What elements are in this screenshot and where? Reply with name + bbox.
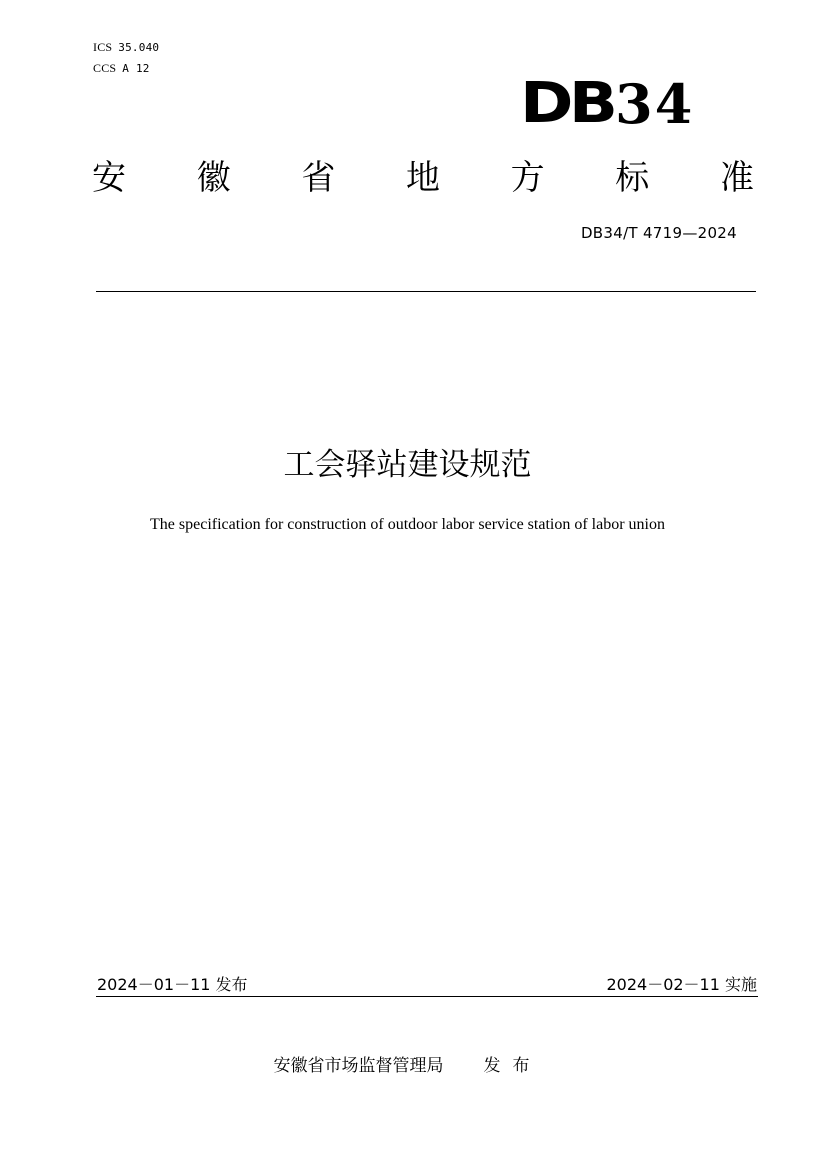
standard-type-char: 标 — [615, 158, 650, 198]
document-title-en: The specification for construction of outdoor labor service station of labor union — [150, 516, 665, 533]
ccs-value: A 12 — [122, 62, 150, 75]
implement-date: 2024－02－11 实施 — [606, 975, 757, 994]
ccs-line — [93, 61, 150, 76]
ics-value: 35.040 — [118, 41, 160, 54]
header-divider — [96, 291, 756, 292]
standard-type-char: 省 — [301, 158, 336, 198]
ccs-label: CCS — [93, 61, 117, 75]
issuer-line — [0, 1054, 815, 1078]
standard-type-char: 徽 — [196, 158, 231, 198]
standard-type-char: 准 — [719, 158, 754, 198]
ics-line — [93, 40, 159, 55]
document-title-cn: 工会驿站建设规范 — [283, 447, 532, 483]
footer-divider — [96, 996, 758, 997]
issue-word: 发布 — [483, 1056, 542, 1076]
release-date: 2024－01－11 发布 — [97, 975, 248, 994]
db-number: 34 — [615, 72, 695, 136]
standard-type-title — [92, 156, 754, 200]
standard-type-char: 地 — [405, 158, 440, 198]
standard-code: DB34/T 4719—2024 — [580, 224, 737, 242]
db-letters: DB — [520, 71, 614, 136]
standard-type-char: 安 — [92, 158, 126, 198]
issuer-name: 安徽省市场监督管理局 — [273, 1056, 444, 1076]
db-mark — [520, 70, 695, 136]
standard-type-char: 方 — [510, 158, 545, 198]
ics-label: ICS — [93, 40, 113, 54]
